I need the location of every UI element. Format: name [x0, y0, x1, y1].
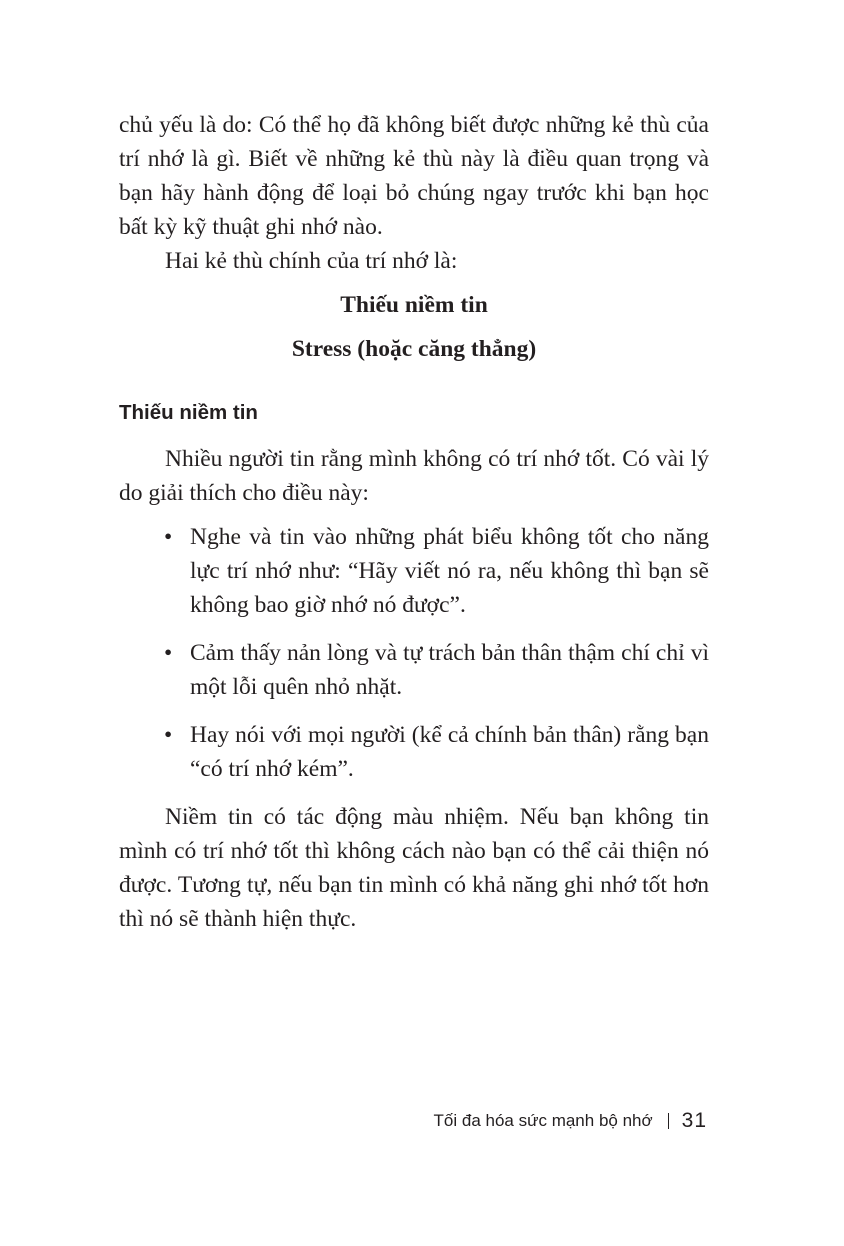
page-number: 31: [681, 1109, 707, 1132]
bullet-icon: •: [164, 640, 173, 666]
enemy-title-lack-of-confidence: Thiếu niềm tin: [340, 292, 488, 318]
list-item: [119, 718, 709, 786]
bullet-icon: •: [164, 722, 173, 748]
paragraph-intro: chủ yếu là do: Có thể họ đã không biết được những kẻ thù của trí nhớ là gì. Biết về những kẻ thù này là điều quan trọng và bạn hãy hành động để loại bỏ chúng ngay trước khi bạn học bất kỳ kỹ thuật ghi nhớ nào.: [119, 112, 709, 240]
footer-book-title: Tối đa hóa sức mạnh bộ nhớ: [433, 1111, 653, 1130]
paragraph-enemies-intro: Hai kẻ thù chính của trí nhớ là:: [165, 248, 458, 274]
list-item-text: Cảm thấy nản lòng và tự trách bản thân thậm chí chỉ vì một lỗi quên nhỏ nhặt.: [190, 640, 709, 700]
enemy-title-stress: Stress (hoặc căng thẳng): [291, 336, 537, 362]
paragraph-closing: Niềm tin có tác động màu nhiệm. Nếu bạn không tin mình có trí nhớ tốt thì không cách nào bạn có thể cải thiện nó được. Tương tự, nếu bạn tin mình có khả năng ghi nhớ tốt hơn thì nó sẽ thành hiện thực.: [119, 804, 709, 932]
footer-divider: [668, 1113, 669, 1129]
reasons-list: [119, 520, 709, 786]
section-heading: Thiếu niềm tin: [119, 401, 258, 424]
list-item-text: Nghe và tin vào những phát biểu không tốt cho năng lực trí nhớ như: “Hãy viết nó ra, nếu không thì bạn sẽ không bao giờ nhớ nó được”.: [190, 524, 709, 618]
list-item: [119, 636, 709, 704]
paragraph-reasons-intro: Nhiều người tin rằng mình không có trí nhớ tốt. Có vài lý do giải thích cho điều này:: [119, 446, 709, 506]
list-item: [119, 520, 709, 622]
list-item-text: Hay nói với mọi người (kể cả chính bản thân) rằng bạn “có trí nhớ kém”.: [190, 722, 709, 782]
page-footer: [434, 1108, 707, 1134]
page-body: [119, 108, 709, 936]
bullet-icon: •: [164, 524, 173, 550]
